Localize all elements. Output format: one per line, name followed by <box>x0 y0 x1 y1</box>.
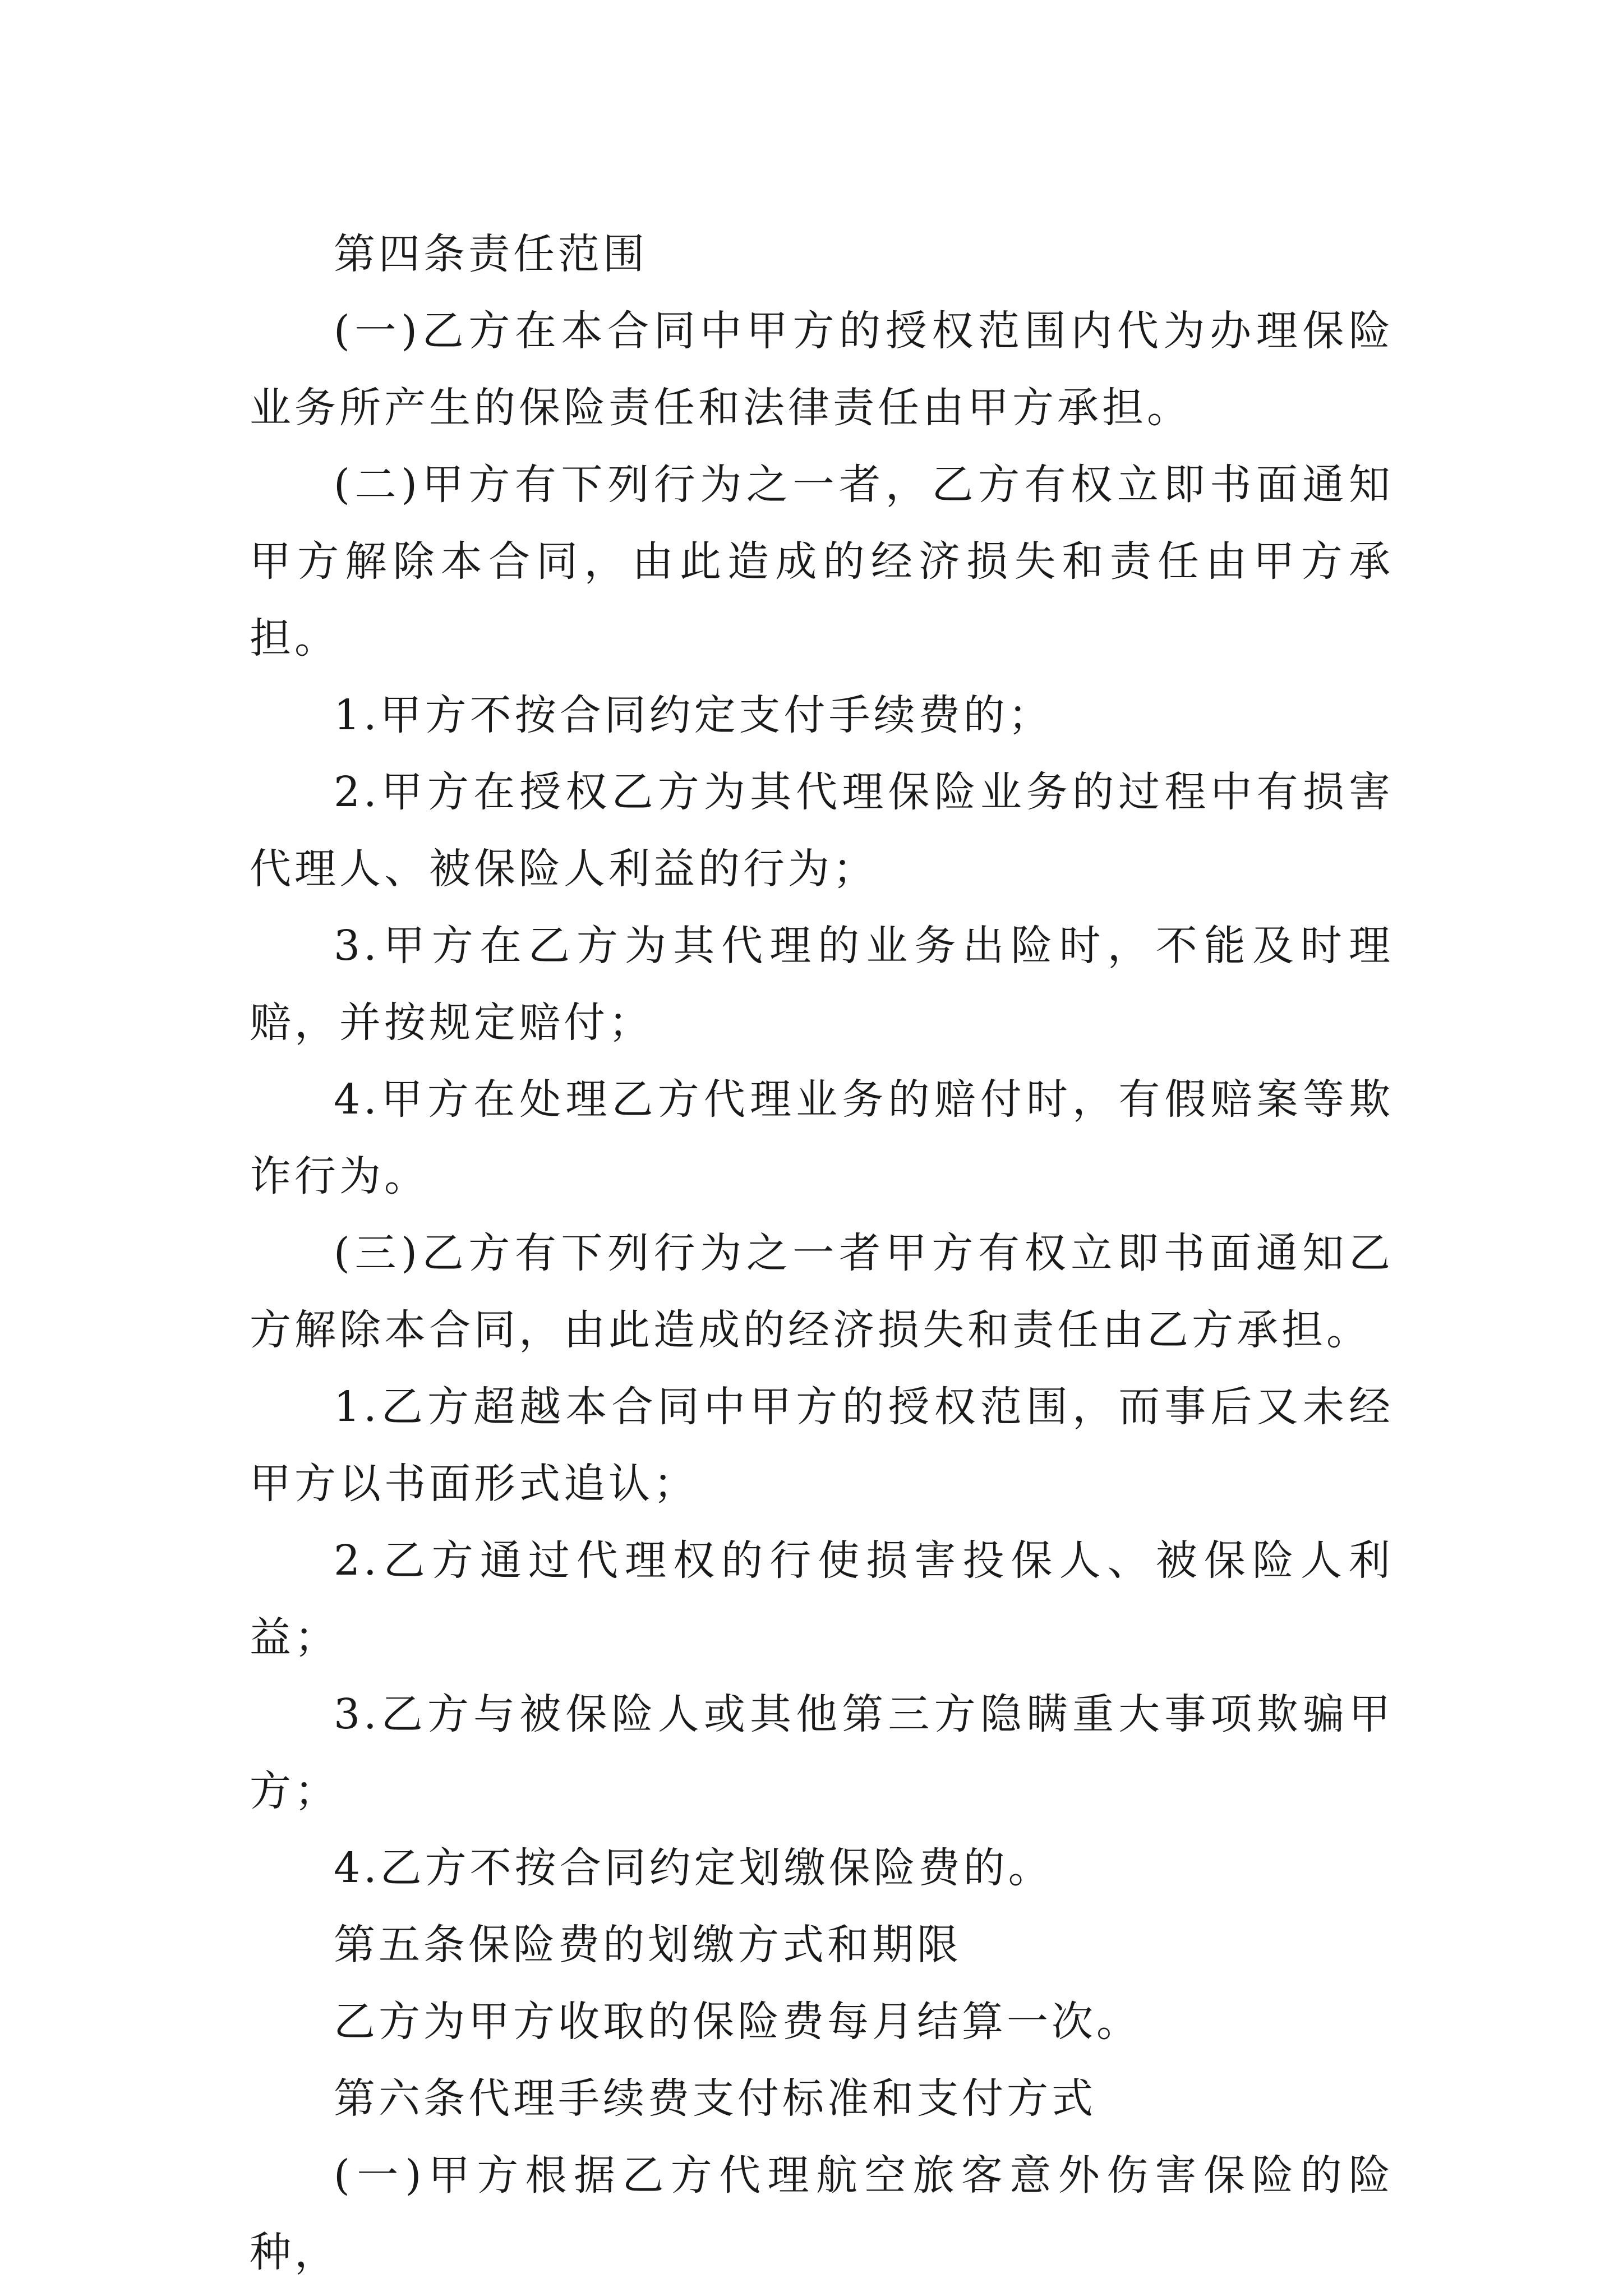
list-item: 3.甲方在乙方为其代理的业务出险时，不能及时理赔，并按规定赔付； <box>250 922 1394 1047</box>
list-item: 2.甲方在授权乙方为其代理保险业务的过程中有损害代理人、被保险人利益的行为； <box>250 768 1394 893</box>
paragraph: (一)乙方在本合同中甲方的授权范围内代为办理保险业务所产生的保险责任和法律责任由甲方承担。 <box>250 307 1394 432</box>
paragraph: (三)乙方有下列行为之一者甲方有权立即书面通知乙方解除本合同，由此造成的经济损失和责任由乙方承担。 <box>250 1229 1394 1354</box>
list-item: 1.甲方不按合同约定支付手续费的； <box>334 691 1053 739</box>
article-6-heading: 第六条代理手续费支付标准和支付方式 <box>334 2074 1096 2123</box>
list-item: 4.甲方在处理乙方代理业务的赔付时，有假赔案等欺诈行为。 <box>250 1075 1394 1200</box>
paragraph: (一)甲方根据乙方代理航空旅客意外伤害保险的险种， <box>250 2151 1394 2276</box>
list-item: 3.乙方与被保险人或其他第三方隐瞒重大事项欺骗甲方； <box>250 1690 1394 1815</box>
list-item: 4.乙方不按合同约定划缴保险费的。 <box>334 1844 1053 1892</box>
list-item: 1.乙方超越本合同中甲方的授权范围，而事后又未经甲方以书面形式追认； <box>250 1383 1394 1508</box>
document-body <box>250 216 1394 2291</box>
article-5-heading: 第五条保险费的划缴方式和期限 <box>334 1921 962 1969</box>
article-4-heading: 第四条责任范围 <box>334 230 648 278</box>
paragraph: 乙方为甲方收取的保险费每月结算一次。 <box>334 1998 1141 2046</box>
list-item: 2.乙方通过代理权的行使损害投保人、被保险人利益； <box>250 1536 1394 1662</box>
paragraph: (二)甲方有下列行为之一者，乙方有权立即书面通知甲方解除本合同，由此造成的经济损失和责任由甲方承担。 <box>250 461 1394 662</box>
